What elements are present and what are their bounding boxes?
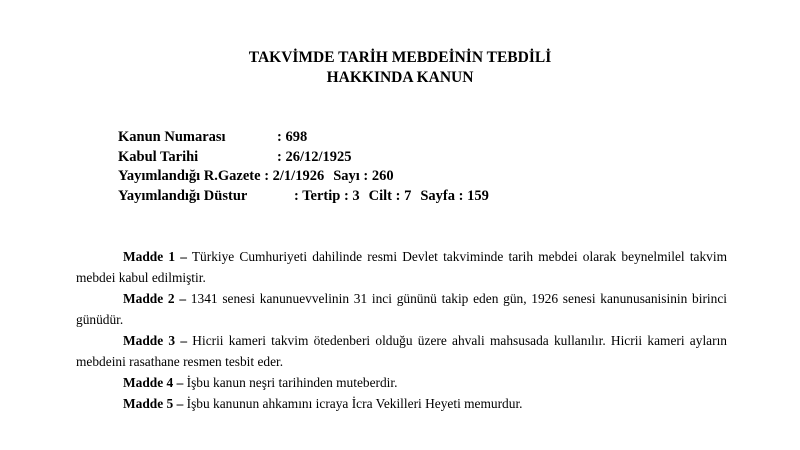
meta-label-kanun-numarasi: Kanun Numarası <box>118 129 226 145</box>
meta-row-dustur <box>118 187 489 207</box>
article-heading: Madde 3 – <box>123 333 188 348</box>
meta-label-r-gazete: Yayımlandığı R.Gazete <box>118 168 261 184</box>
meta-value-cilt: Cilt : 7 <box>368 187 412 204</box>
article-text: Türkiye Cumhuriyeti dahilinde resmi Devlet takviminde tarih mebdei olarak beynelmilel takvim mebdei kabul edilmiştir. <box>76 249 728 285</box>
meta-value-sayfa: Sayfa : 159 <box>420 187 489 204</box>
article-text: 1341 senesi kanunuevvelinin 31 inci gününü takip eden gün, 1926 senesi kanunusanisinin birinci günüdür. <box>76 291 727 327</box>
article-4 <box>76 372 727 393</box>
article-text: İşbu kanun neşri tarihinden muteberdir. <box>186 375 398 390</box>
article-1 <box>76 246 727 288</box>
law-articles <box>76 246 727 414</box>
article-heading: Madde 2 – <box>123 291 187 306</box>
title-line-2: HAKKINDA KANUN <box>326 69 474 86</box>
meta-value-kabul-tarihi: : 26/12/1925 <box>277 148 352 165</box>
meta-row-kanun-numarasi <box>118 128 489 148</box>
article-3 <box>76 330 727 372</box>
article-text: Hicrii kameri takvim ötedenberi olduğu üzere ahvali mahsusada kullanılır. Hicrii kameri ayların mebdeini rasathane resmen tesbit eder. <box>76 333 727 369</box>
meta-row-r-gazete <box>118 167 489 187</box>
article-2 <box>76 288 727 330</box>
meta-label-dustur: Yayımlandığı Düstur <box>118 187 248 204</box>
article-heading: Madde 1 – <box>123 249 187 264</box>
meta-value-tertip: : Tertip : 3 <box>294 187 360 204</box>
law-metadata <box>118 128 489 206</box>
article-5 <box>76 393 727 414</box>
title-line-1: TAKVİMDE TARİH MEBDEİNİN TEBDİLİ <box>248 49 552 66</box>
document-title <box>0 48 800 88</box>
meta-value-sayi: Sayı : 260 <box>333 168 394 184</box>
meta-label-kabul-tarihi: Kabul Tarihi <box>118 148 199 165</box>
meta-row-kabul-tarihi <box>118 148 489 168</box>
article-heading: Madde 4 – <box>123 375 184 390</box>
meta-value-r-gazete: : 2/1/1926 <box>264 168 325 184</box>
article-heading: Madde 5 – <box>123 396 184 411</box>
article-text: İşbu kanunun ahkamını icraya İcra Vekilleri Heyeti memurdur. <box>186 396 523 411</box>
meta-value-kanun-numarasi: : 698 <box>277 129 308 145</box>
